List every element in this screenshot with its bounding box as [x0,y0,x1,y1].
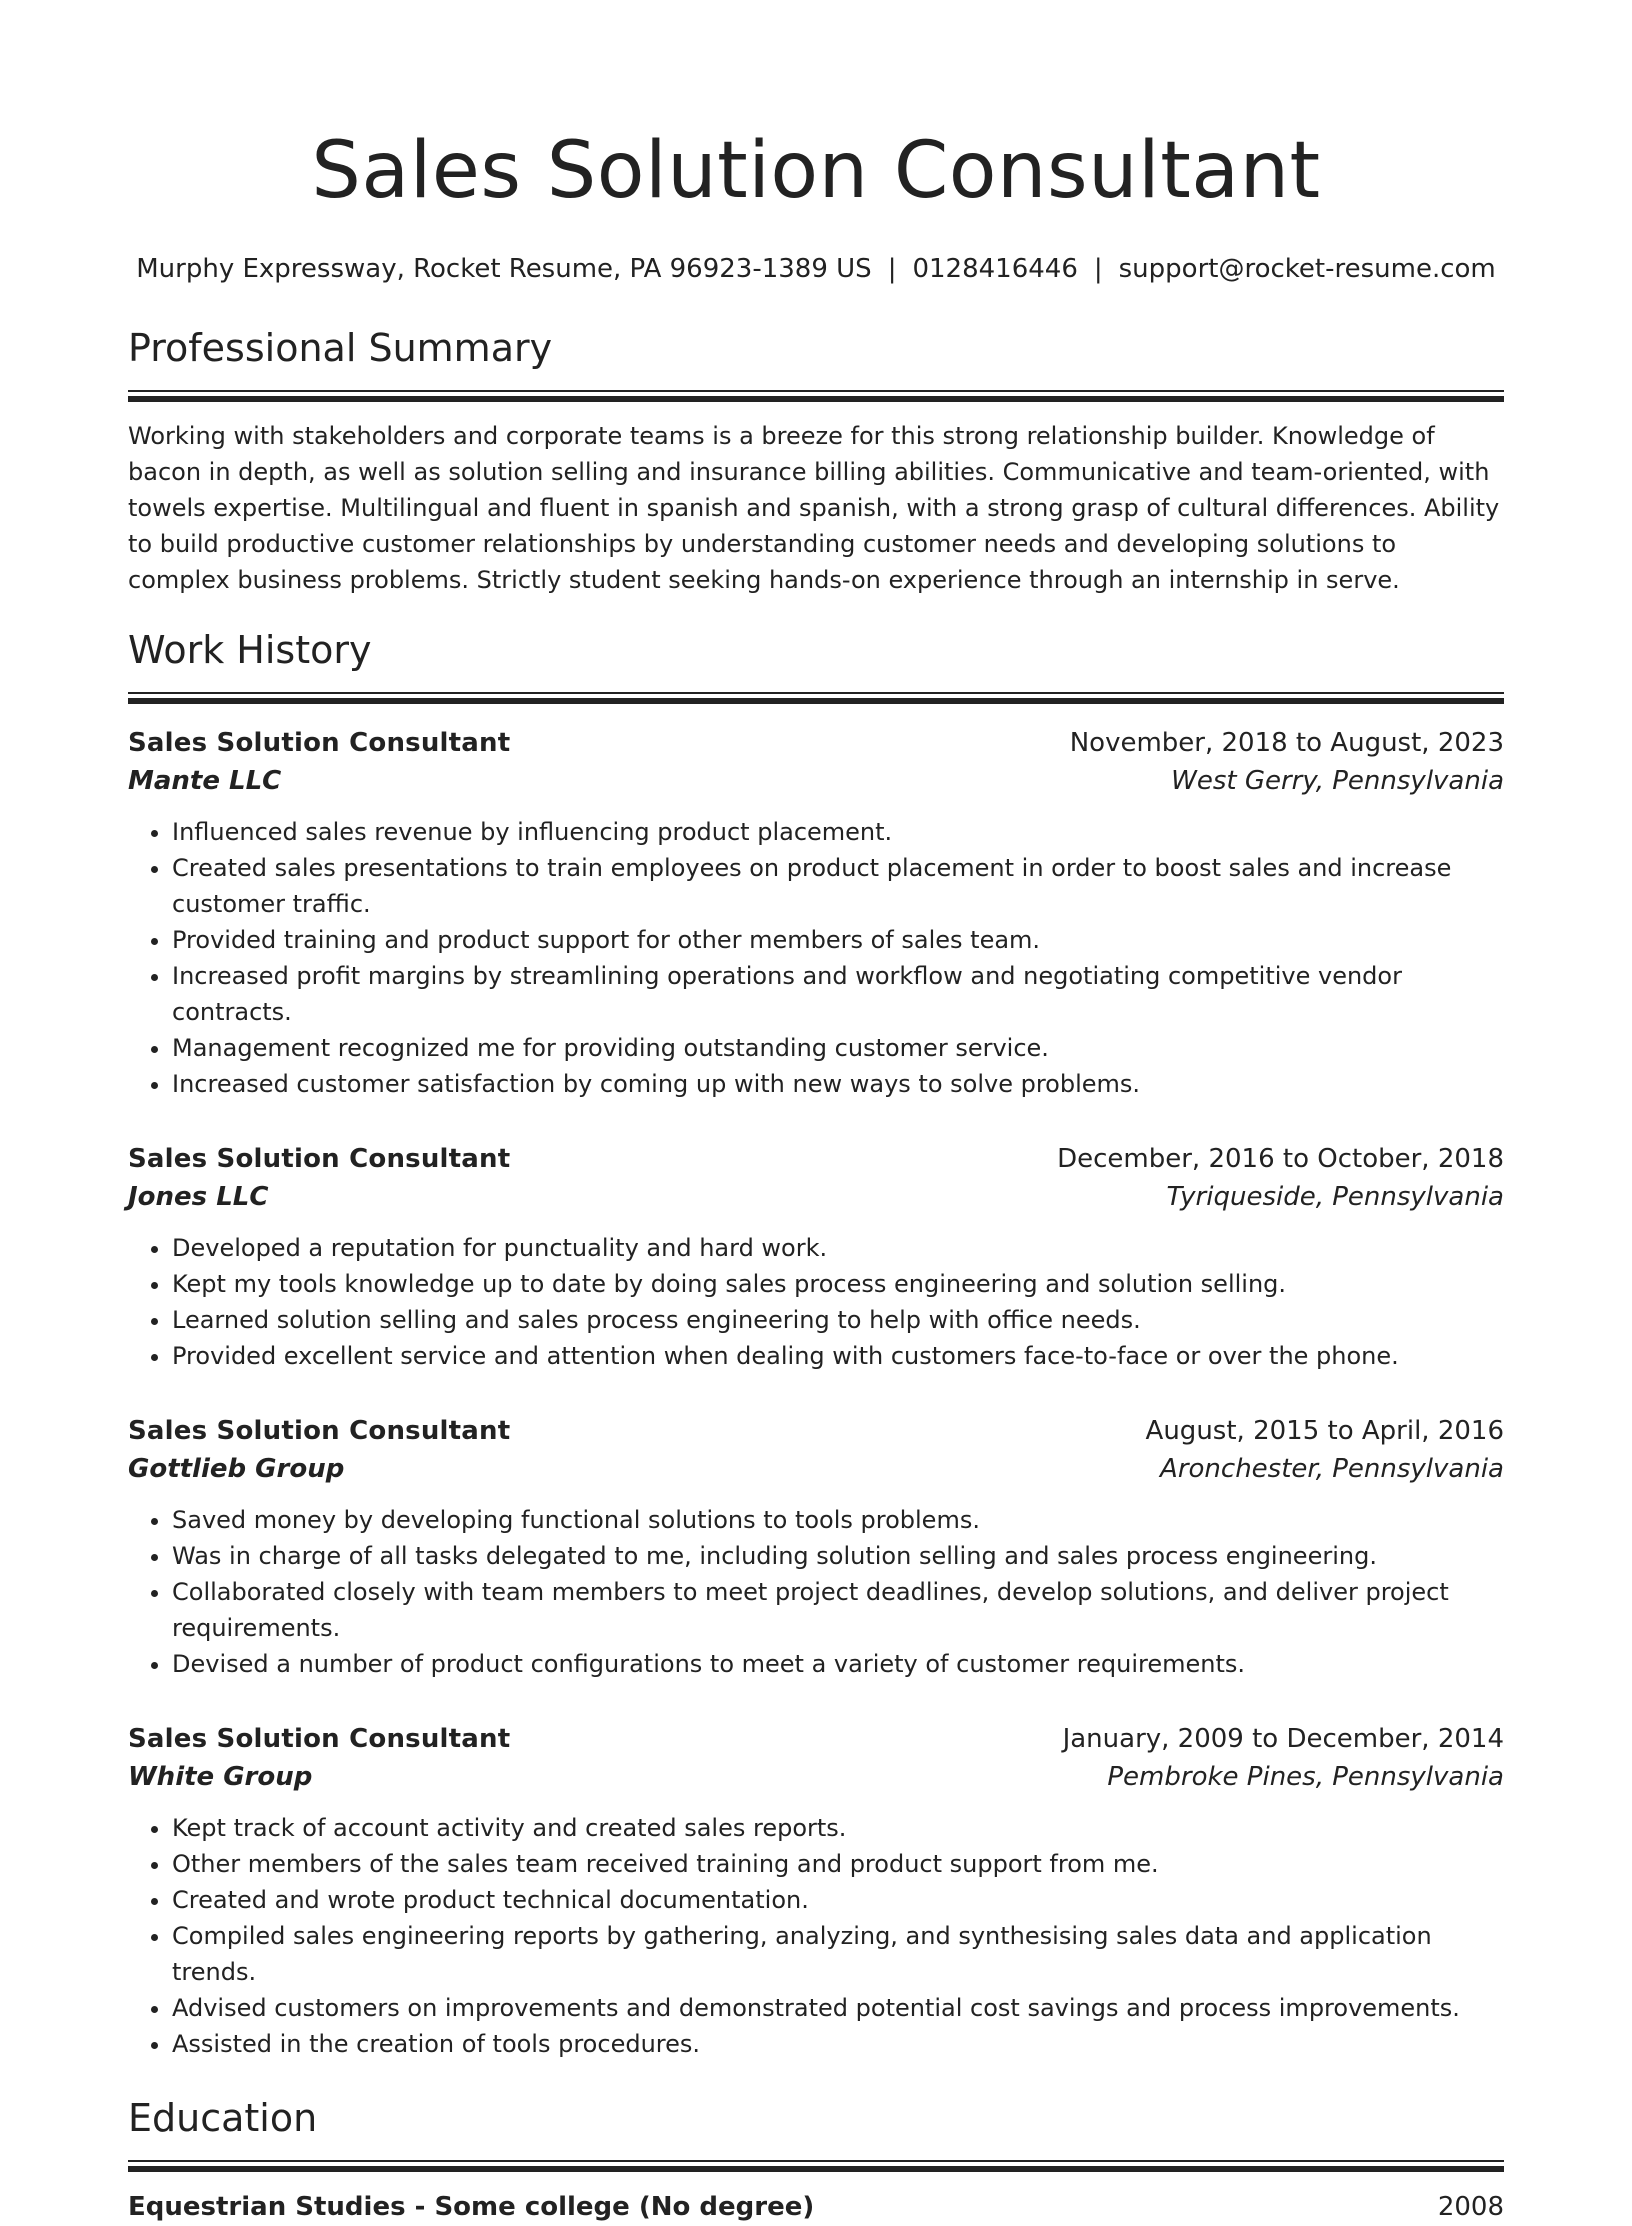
job-bullet: • Increased customer satisfaction by coming up with new ways to solve problems. [172,1066,1504,1102]
section-title-education: Education [128,2096,318,2140]
job-bullets [128,1810,1504,2062]
job-company: Gottlieb Group [128,1454,345,1484]
contact-phone: 0128416446 [912,254,1078,284]
job-entry [128,1720,1504,2062]
job-entry [128,1412,1504,1682]
education-entry [128,2188,1504,2226]
job-bullets [128,1230,1504,1374]
job-bullet: • Advised customers on improvements and demonstrated potential cost savings and process improvements. [172,1990,1504,2026]
job-bullets [128,1502,1504,1682]
education-degree: Equestrian Studies - Some college (No degree) [128,2192,815,2222]
job-bullet: • Was in charge of all tasks delegated to me, including solution selling and sales process engineering. [172,1538,1504,1574]
job-bullet: • Compiled sales engineering reports by gathering, analyzing, and synthesising sales data and application trends. [172,1918,1504,1990]
job-title: Sales Solution Consultant [128,728,511,758]
job-bullet: • Other members of the sales team received training and product support from me. [172,1846,1504,1882]
job-company: Jones LLC [128,1182,269,1212]
job-dates: November, 2018 to August, 2023 [1069,728,1504,758]
summary-text: Working with stakeholders and corporate teams is a breeze for this strong relationship builder. Knowledge of bacon in depth, as well as solution selling and insurance billing abilities. Communicative and team-oriented, with towels expertise. Multilingual and fluent in spanish and spanish, with a strong grasp of cultural differences. Ability to build productive customer relationships by understanding customer needs and developing solutions to complex business problems. Strictly student seeking hands-on experience through an internship in serve. [128,422,1500,594]
job-entry [128,724,1504,1102]
job-location: West Gerry, Pennsylvania [1171,766,1504,796]
job-bullet: • Devised a number of product configurations to meet a variety of customer requirements. [172,1646,1504,1682]
section-title-summary: Professional Summary [128,326,553,370]
job-bullet: • Kept my tools knowledge up to date by doing sales process engineering and solution selling. [172,1266,1504,1302]
professional-summary-section [128,322,1504,598]
section-divider [128,692,1504,704]
section-divider [128,2160,1504,2172]
job-bullet: • Provided training and product support for other members of sales team. [172,922,1504,958]
job-bullet: • Assisted in the creation of tools procedures. [172,2026,1504,2062]
section-divider [128,390,1504,402]
job-location: Tyriqueside, Pennsylvania [1166,1182,1504,1212]
job-bullet: • Management recognized me for providing outstanding customer service. [172,1030,1504,1066]
job-location: Pembroke Pines, Pennsylvania [1107,1762,1504,1792]
job-bullets [128,814,1504,1102]
job-bullet: • Saved money by developing functional solutions to tools problems. [172,1502,1504,1538]
job-bullet: • Provided excellent service and attention when dealing with customers face-to-face or over the phone. [172,1338,1504,1374]
contact-email: support@rocket-resume.com [1118,254,1496,284]
work-history-section [128,624,1504,2062]
job-bullet: • Kept track of account activity and created sales reports. [172,1810,1504,1846]
job-bullet: • Created sales presentations to train employees on product placement in order to boost sales and increase customer traffic. [172,850,1504,922]
contact-separator: | [1093,254,1103,284]
job-bullet: • Developed a reputation for punctuality and hard work. [172,1230,1504,1266]
job-bullet: • Influenced sales revenue by influencing product placement. [172,814,1504,850]
job-dates: December, 2016 to October, 2018 [1057,1144,1504,1174]
job-bullet: • Collaborated closely with team members to meet project deadlines, develop solutions, and deliver project requirements. [172,1574,1504,1646]
section-title-work: Work History [128,628,372,672]
job-location: Aronchester, Pennsylvania [1160,1454,1504,1484]
job-bullet: • Created and wrote product technical documentation. [172,1882,1504,1918]
job-entry [128,1140,1504,1374]
resume-name: Sales Solution Consultant [311,126,1321,216]
job-dates: January, 2009 to December, 2014 [1062,1724,1504,1754]
job-dates: August, 2015 to April, 2016 [1145,1416,1504,1446]
job-title: Sales Solution Consultant [128,1144,511,1174]
job-bullet: • Increased profit margins by streamlining operations and workflow and negotiating competitive vendor contracts. [172,958,1504,1030]
contact-line [128,252,1504,286]
contact-separator: | [887,254,897,284]
job-title: Sales Solution Consultant [128,1416,511,1446]
job-company: White Group [128,1762,313,1792]
job-bullet: • Learned solution selling and sales process engineering to help with office needs. [172,1302,1504,1338]
job-title: Sales Solution Consultant [128,1724,511,1754]
education-year: 2008 [1437,2192,1504,2222]
job-company: Mante LLC [128,766,282,796]
contact-address: Murphy Expressway, Rocket Resume, PA 96923-1389 US [136,254,872,284]
education-section [128,2092,1504,2226]
